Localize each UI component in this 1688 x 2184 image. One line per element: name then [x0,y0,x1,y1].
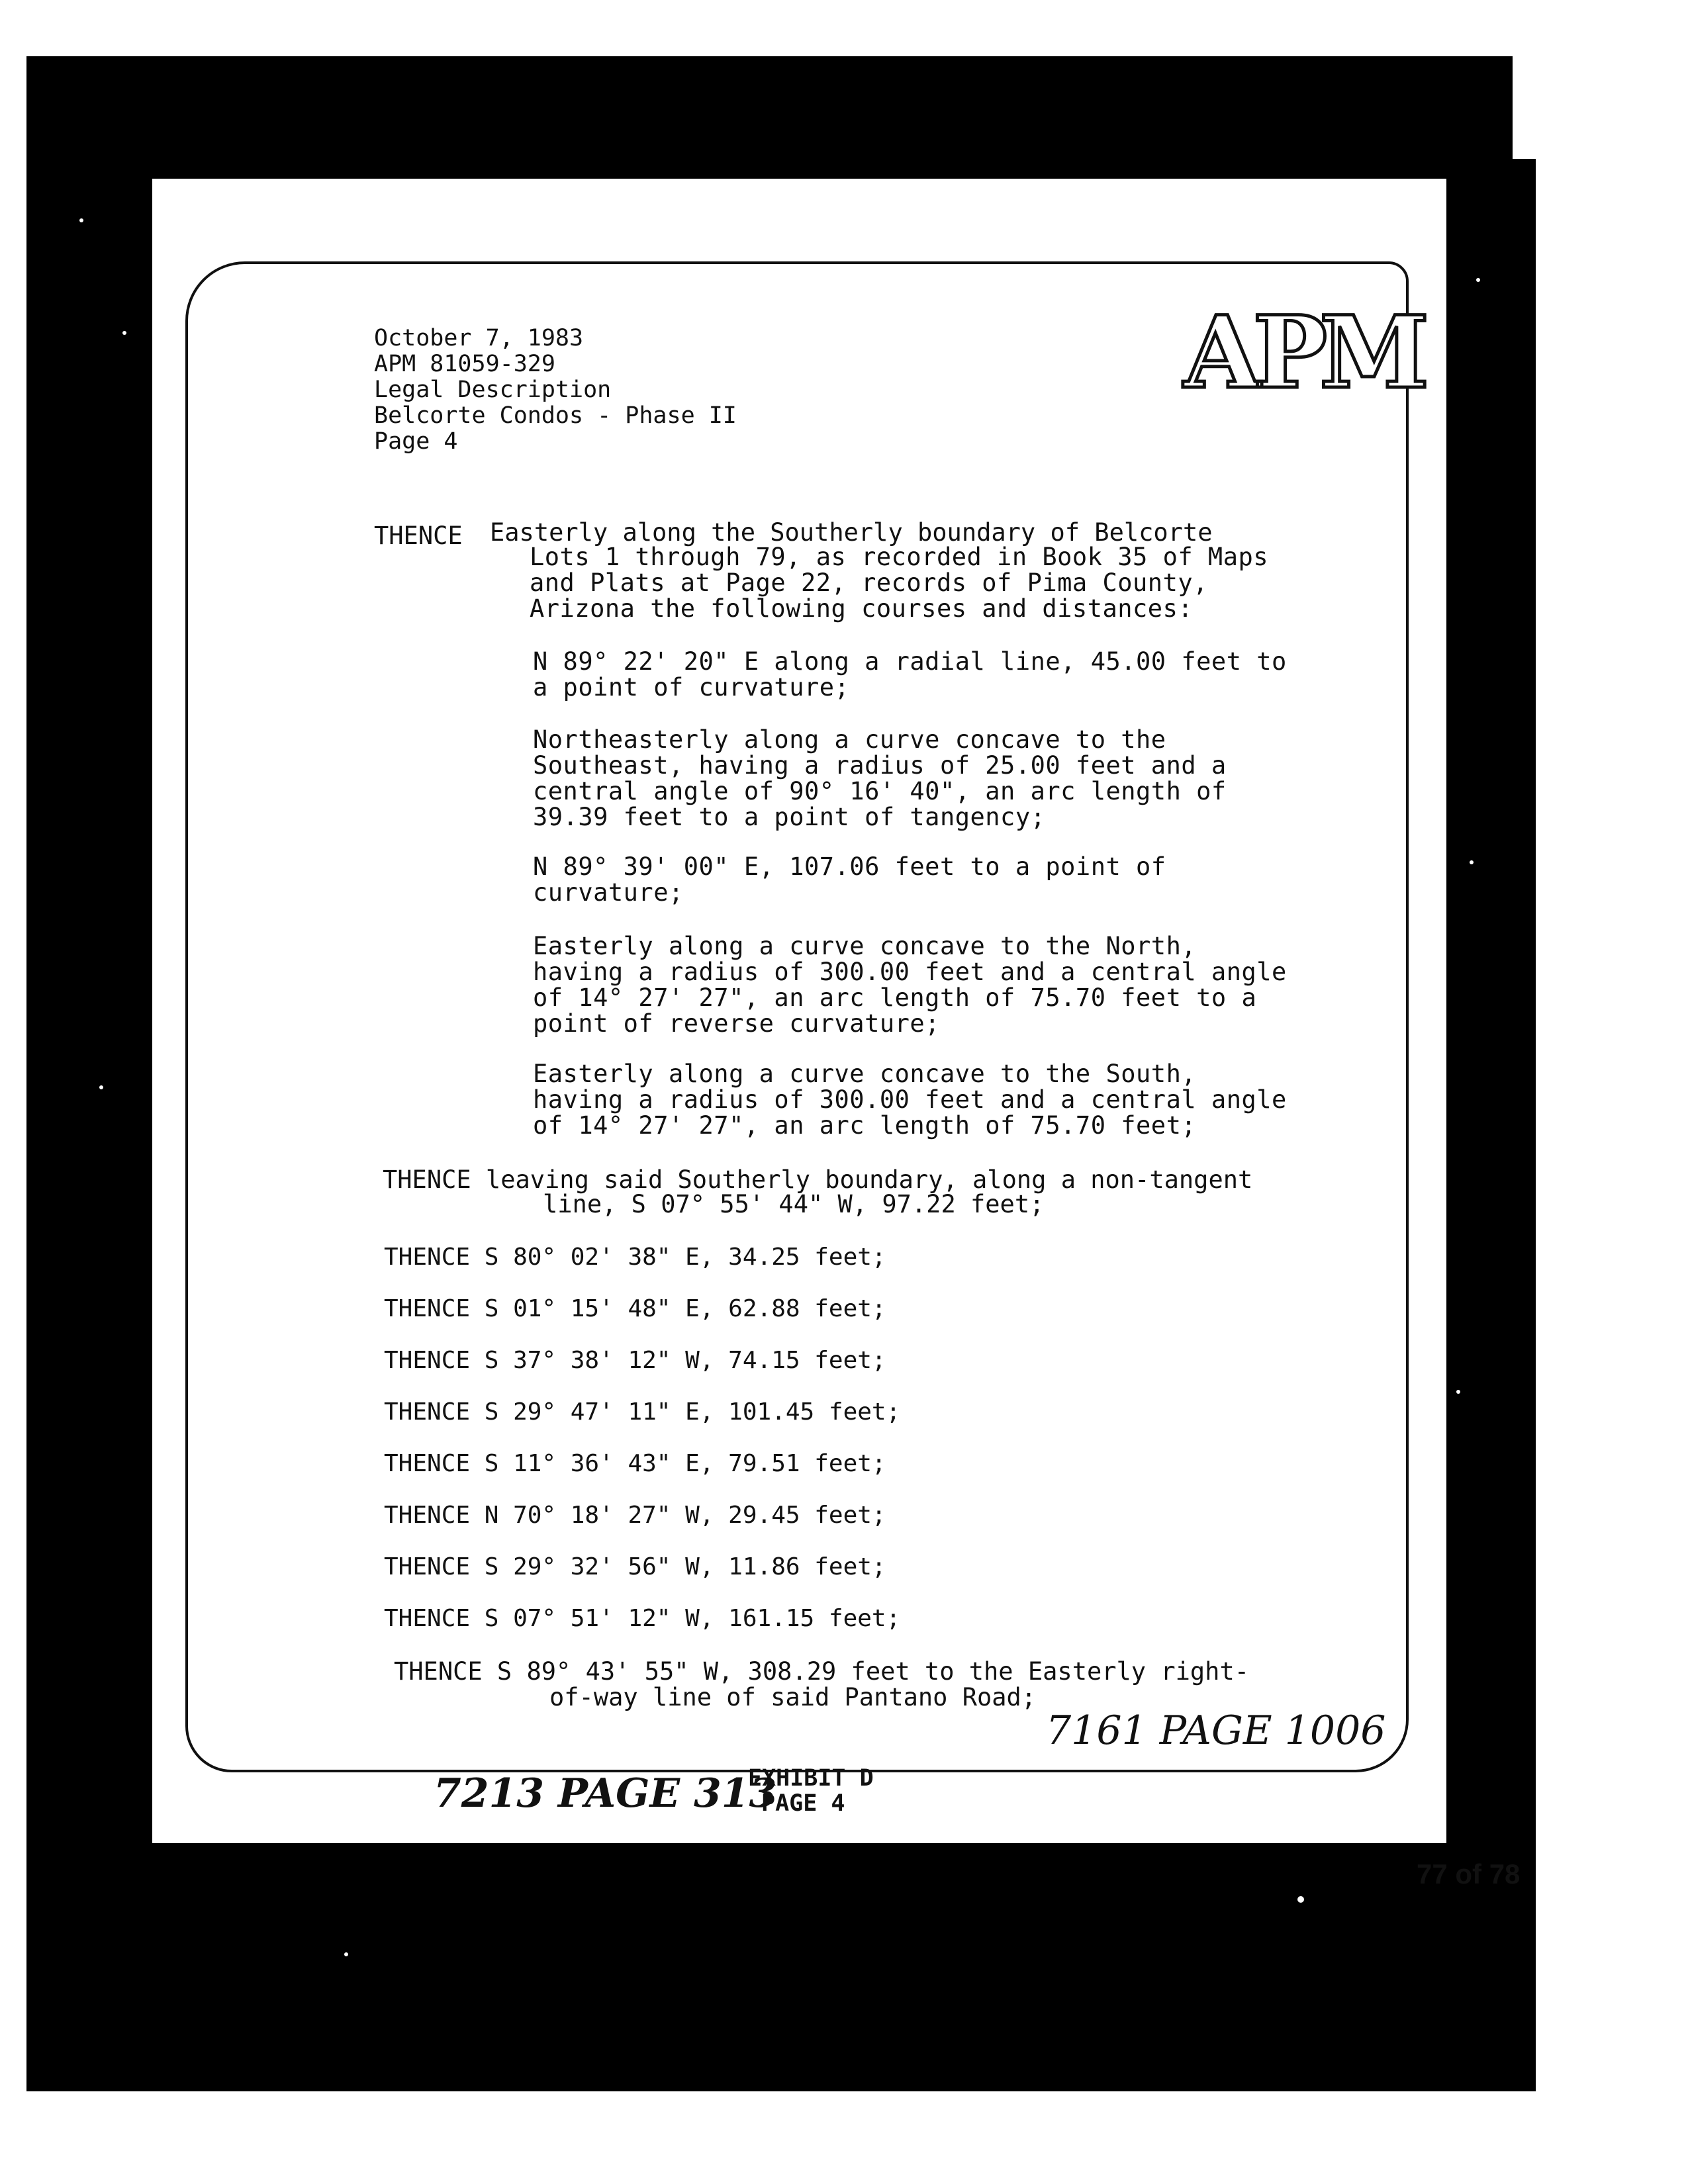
intro-line: Easterly along the Southerly boundary of Belcorte [490,518,1213,547]
scan-speck [1297,1896,1304,1903]
scan-speck [1456,1390,1460,1394]
scan-speck [99,1085,103,1089]
scan-speck [1476,278,1480,282]
doc-type: Legal Description [374,377,612,403]
page-count: 77 of 78 [1417,1858,1521,1889]
leaving-boundary-continuation: line, S 07° 55' 44" W, 97.22 feet; [543,1190,1045,1218]
intro-continuation: Lots 1 through 79, as recorded in Book 35 of Maps and Plats at Page 22, records of Pima County, Arizona the following courses and distances: [530,543,1269,623]
course-line: THENCE S 29° 47' 11" E, 101.45 feet; [384,1398,901,1426]
final-course-continuation: of-way line of said Pantano Road; [549,1683,1037,1711]
doc-job-number: APM 81059-329 [374,351,555,377]
doc-date: October 7, 1983 [374,325,584,351]
scan-speck [122,331,126,335]
course-curve-north: Easterly along a curve concave to the North, having a radius of 300.00 feet and a central angle of 14° 27' 27", an arc length of 75.70 feet to a point of reverse curvature; [533,932,1287,1038]
course-curve-southeast: Northeasterly along a curve concave to the Southeast, having a radius of 25.00 feet and a central angle of 90° 16' 40", an arc length of 39.39 feet to a point of tangency; [533,725,1227,831]
doc-page-label: Page 4 [374,428,458,455]
course-line: THENCE N 70° 18' 27" W, 29.45 feet; [384,1502,886,1529]
course-line: THENCE S 07° 51' 12" W, 161.15 feet; [384,1605,901,1632]
course-radial: N 89° 22' 20" E along a radial line, 45.00 feet to a point of curvature; [533,647,1287,702]
book-page-stamp-right: 7161 PAGE 1006 [1046,1707,1386,1754]
leaving-boundary-line: THENCE leaving said Southerly boundary, along a non-tangent [383,1165,1253,1194]
course-curve-south: Easterly along a curve concave to the South, having a radius of 300.00 feet and a central angle of 14° 27' 27", an arc length of 75.70 feet; [533,1060,1287,1140]
course-tangent: N 89° 39' 00" E, 107.06 feet to a point of curvature; [533,852,1166,907]
final-course-line: THENCE S 89° 43' 55" W, 308.29 feet to the Easterly right- [394,1657,1250,1686]
course-line: THENCE S 80° 02' 38" E, 34.25 feet; [384,1244,886,1271]
book-page-stamp-left: 7213 PAGE 313 [434,1770,777,1817]
course-line: THENCE S 37° 38' 12" W, 74.15 feet; [384,1347,886,1374]
scan-speck [1470,860,1474,864]
doc-project: Belcorte Condos - Phase II [374,402,737,429]
course-line: THENCE S 01° 15' 48" E, 62.88 feet; [384,1295,886,1322]
course-line: THENCE S 11° 36' 43" E, 79.51 feet; [384,1450,886,1477]
svg-text:APM: APM [1184,295,1422,411]
scan-speck [344,1952,348,1956]
apm-logo [1178,285,1422,411]
scan-speck [79,218,83,222]
course-line: THENCE S 29° 32' 56" W, 11.86 feet; [384,1553,886,1580]
intro-keyword: THENCE [374,522,463,550]
exhibit-label: EXHIBIT D [748,1765,874,1792]
exhibit-page-label: PAGE 4 [761,1790,845,1817]
